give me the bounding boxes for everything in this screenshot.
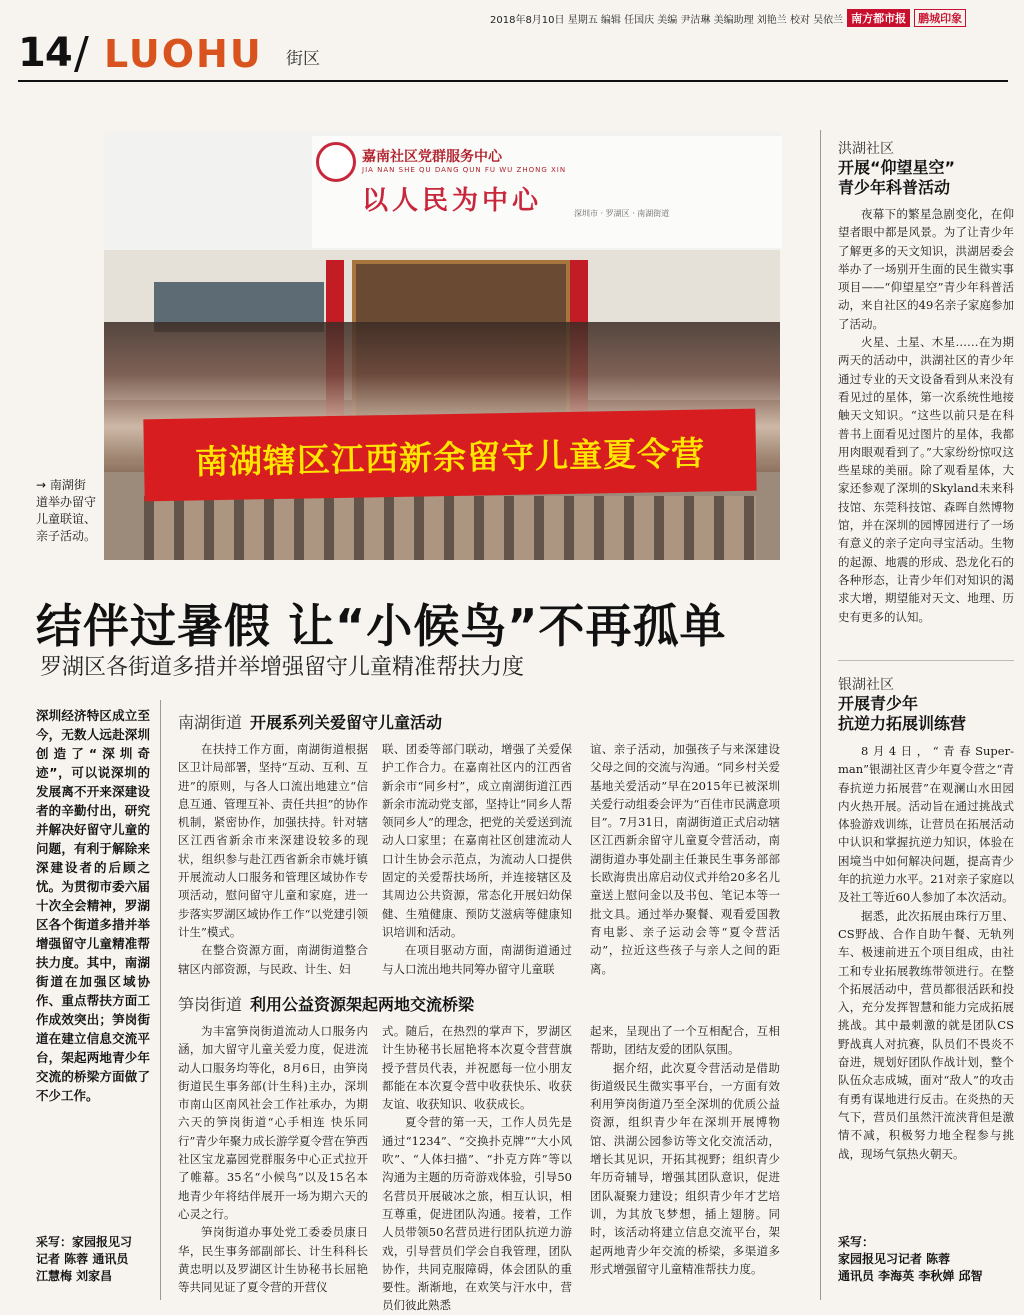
- byline-line: 采写：家园报见习: [36, 1235, 133, 1249]
- paragraph: 夜幕下的繁星急剧变化，在仰望者眼中都是风景。为了让青少年了解更多的天文知识，洪湖居委会举办了一场别开生面的民生微实事项目——“仰望星空”青少年科普活动，来自社区的49名亲子家庭参加了活动。: [838, 207, 1014, 331]
- sign-slogan: 以人民为中心: [362, 186, 543, 216]
- paragraph: 据介绍，此次夏令营活动是借助街道级民生微实事平台，一方面有效利用笋岗街道乃至全深圳的优质公益资源，组织青少年在深圳开展博物馆、洪湖公园参访等文化交流活动，增长其见识，开拓其视野；组织青少年历奇辅导，增强其团队意识，促进团队凝聚力建设；组织青少年才艺培训，为其放飞梦想，插上翅膀。同时，该活动将建立信息交流平台，架起两地青少年交流的桥梁，多渠道多形式增强留守儿童精准帮扶力度。: [590, 1060, 780, 1276]
- paragraph: 式。随后，在热烈的掌声下，罗湖区计生协秘书长屈艳将本次夏令营营旗授予营员代表，并祝愿每一位小朋友都能在本次夏令营中收获快乐、收获友谊、收获知识、收获成长。: [382, 1024, 572, 1112]
- sign-pinyin: JIA NAN SHE QU DANG QUN FU WU ZHONG XIN: [362, 166, 567, 174]
- subheadline: 罗湖区各街道多措并举增强留守儿童精准帮扶力度: [40, 655, 525, 680]
- paragraph: 在整合资源方面，南湖街道整合辖区内部资源，与民政、计生、妇: [178, 943, 368, 976]
- section-heading-sungang: [178, 992, 474, 1015]
- sign-title: 嘉南社区党群服务中心: [362, 149, 502, 165]
- column-divider: [820, 130, 821, 1300]
- section-title: 开展系列关爱留守儿童活动: [250, 713, 443, 732]
- sidebar-article: [838, 205, 1014, 645]
- sidebar-article: [838, 742, 1014, 1202]
- sidebar-title-line: 抗逆力拓展训练营: [838, 714, 967, 733]
- paragraph: 8月4日，“青春Super-man”银湖社区青少年夏令营之“青春抗逆力拓展营”在观澜山水田园内火热开展。活动旨在通过挑战式体验游戏训练，让营员在拓展活动中认识和掌握抗逆力知识，体验在困境当中如何解决问题，提高青少年的抗逆力水平。21对亲子家庭以及社工等近60人参加了本次活动。: [838, 744, 1014, 905]
- banner-text: 南湖辖区江西新余留守儿童夏令营: [194, 433, 706, 481]
- section-street: 南湖街道: [178, 713, 243, 732]
- article-column: [382, 740, 572, 978]
- sidebar-title-line: 开展“仰望星空”: [838, 158, 956, 177]
- masthead-rule: [18, 80, 1008, 82]
- byline-line: 家园报见习记者 陈蓉: [838, 1252, 951, 1266]
- column-logo: 鹏城印象: [914, 9, 966, 27]
- photo-caption: → 南湖街道举办留守儿童联谊、亲子活动。: [36, 478, 97, 543]
- sidebar-title: [838, 694, 966, 734]
- photo-banner: [143, 409, 756, 502]
- masthead-slash: /: [74, 28, 89, 79]
- sidebar-community: 洪湖社区: [838, 141, 894, 157]
- sidebar-divider: [838, 660, 1014, 661]
- sidebar-title: [838, 158, 955, 198]
- paragraph: 笋岗街道办事处党工委委员康日华，民生事务部副部长、计生科科长黄忠明以及罗湖区计生协秘书长屈艳等共同见证了夏令营的开营仪: [178, 1225, 368, 1295]
- section-subtitle: 街区: [286, 49, 320, 69]
- byline-line: 江慧梅 刘家昌: [36, 1269, 113, 1283]
- lead-photo: [104, 132, 780, 560]
- sidebar-title-line: 开展青少年: [838, 694, 919, 713]
- paragraph: 起来，呈现出了一个互相配合，互相帮助，团结友爱的团队氛围。: [590, 1024, 780, 1057]
- article-column: [178, 740, 368, 978]
- page-number: 14: [18, 30, 72, 76]
- paragraph: 谊、亲子活动，加强孩子与来深建设父母之间的交流与沟通。“同乡村关爱基地关爱活动”早在2015年已被深圳关爱行动组委会评为“百佳市民满意项目”。7月31日，南湖街道正式启动辖区江西新余留守儿童夏令营活动，南湖街道办事处副主任兼民生事务部部长欧海贵出席启动仪式并给20多名儿童送上慰问金以及书包、笔记本等一批文具。通过举办聚餐、观看爱国教育电影、亲子运动会等“夏令营活动”，拉近这些孩子与亲人之间的距离。: [590, 742, 780, 976]
- byline-line: 记者 陈蓉 通讯员: [36, 1252, 129, 1266]
- section-heading-nanhu: [178, 710, 442, 733]
- byline-right: [838, 1234, 1018, 1285]
- party-emblem-icon: [316, 142, 356, 182]
- article-column: [590, 1022, 780, 1290]
- section-street: 笋岗街道: [178, 995, 243, 1014]
- header-info: 2018年8月10日 星期五 编辑 任国庆 美编 尹洁琳 美编助理 刘艳兰 校对 吴依兰: [490, 14, 844, 26]
- section-title: 利用公益资源架起两地交流桥梁: [250, 995, 475, 1014]
- paragraph: 据悉，此次拓展由珠行万里、CS野战、合作自助午餐、无轨列车、极速前进五个项目组成，由社工和专业拓展教练带领进行。在整个拓展活动中，营员都很活跃和投入，充分发挥智慧和能力完成拓展挑战。其中最刺激的就是团队CS野战真人对抗赛，队员们不畏炎不奋进，规划好团队作战计划，整个队伍众志成城，面对“敌人”的攻击有勇有谋地进行反击。在炎热的天气下，营员们虽然汗流浃背但是激情不减，积极努力地全程参与挑战，现场气氛热火朝天。: [838, 908, 1014, 1161]
- byline-line: 采写：: [838, 1235, 875, 1249]
- paragraph: 火星、土星、木星……在为期两天的活动中，洪湖社区的青少年通过专业的天文设备看到从来没有看见过的星体，第一次系统性地接触天文知识。“这些以前只是在科普书上面看见过图片的星体，我都用肉眼观看到了。”大家纷纷惊叹这些星球的美丽。除了观看星体，大家还参观了深圳的Skyland未来科技馆、东莞科技馆、森晖自然博物馆，并在深圳的园博园进行了一场有意义的亲子定向寻宝活动。生物的起源、地震的形成、恐龙化石的各种形态，让青少年们对知识的渴求大增，期望能对天文、地理、历史有更多的认知。: [838, 335, 1014, 624]
- article-column: [382, 1022, 572, 1313]
- byline-line: 通讯员 李海英 李秋婵 邱智: [838, 1269, 983, 1283]
- sign-address: 深圳市 · 罗湖区 · 南湖街道: [574, 209, 670, 218]
- sidebar-title-line: 青少年科普活动: [838, 178, 951, 197]
- paragraph: 在扶持工作方面，南湖街道根据区卫计局部署，坚持“互动、互利、互进”的原则，与各人口流出地建立“信息互通、管理互补、责任共担”的协作机制，紧密协作，加强扶持。针对辖区江西省新余市来深建设较多的现状，组织参与赴江西省新余市姚圩镇开展流动人口服务和管理区域协作专项活动，慰问留守儿童和家庭，进一步落实罗湖区域协作工作“以党建引领计生”模式。: [178, 742, 368, 939]
- column-divider: [160, 700, 161, 1300]
- paragraph: 联、团委等部门联动，增强了关爱保护工作合力。在嘉南社区内的江西省新余市“同乡村”，成立南湖街道江西新余市流动党支部，坚持让“同乡人帮领同乡人”的理念，把党的关爱送到流动人口家里；在嘉南社区创建流动人口计生协会示范点，为流动人口提供固定的关爱帮扶场所，并连接辖区及其周边公共资源，常态化开展妇幼保健、生殖健康、预防艾滋病等健康知识培训和活动。: [382, 742, 572, 939]
- sidebar-community: 银湖社区: [838, 677, 894, 693]
- article-column: [178, 1022, 368, 1295]
- lead-paragraph: 深圳经济特区成立至今，无数人远赴深圳创造了“深圳奇迹”，可以说深圳的发展离不开来深建设者的辛勤付出，研究并解决好留守儿童的问题，有利于解除来深建设者的后顾之忧。为贯彻市委六届十次全会精神，罗湖区各个街道多措并举增强留守儿童精准帮扶力度。其中，南湖街道在加强区域协作、重点帮扶方面工作成效突出；笋岗街道在建立信息交流平台，架起两地青少年交流的桥梁方面做了不少工作。: [36, 708, 150, 1103]
- photo-legs: [144, 496, 756, 560]
- section-name: LUOHU: [104, 32, 263, 76]
- header-info-strip: [490, 8, 1020, 28]
- paragraph: 夏令营的第一天，工作人员先是通过“1234”、“交换扑克牌”“大小风吹”、“人体扫描”、“扑克方阵”等以沟通为主题的历奇游戏体验，引导50名营员开展破冰之旅，相互认识，相互尊重，促进团队沟通。接着，工作人员带领50名营员进行团队抗逆力游戏，引导营员们学会自我管理，团队协作，共同克服障碍，体会团队的重要性。渐渐地，在欢笑与汗水中，营员们彼此熟悉: [382, 1115, 572, 1313]
- newspaper-logo: 南方都市报: [847, 9, 910, 27]
- paragraph: 在项目驱动方面，南湖街道通过与人口流出地共同筹办留守儿童联: [382, 943, 572, 976]
- byline-left: [36, 1234, 156, 1285]
- headline: 结伴过暑假 让“小候鸟”不再孤单: [36, 599, 727, 653]
- paragraph: 为丰富笋岗街道流动人口服务内涵，加大留守儿童关爱力度，促进流动人口服务均等化，8月6日，由笋岗街道民生事务部(计生科)主办，深圳市南山区南风社会工作社承办，为期六天的笋岗街道“心手相连 快乐同行”青少年聚力成长游学夏令营在笋西社区宝龙嘉园党群服务中心正式拉开了帷幕。35名“小候鸟”以及15名本地青少年将结伴展开一场为期六天的心灵之行。: [178, 1024, 368, 1221]
- article-column: [590, 740, 780, 978]
